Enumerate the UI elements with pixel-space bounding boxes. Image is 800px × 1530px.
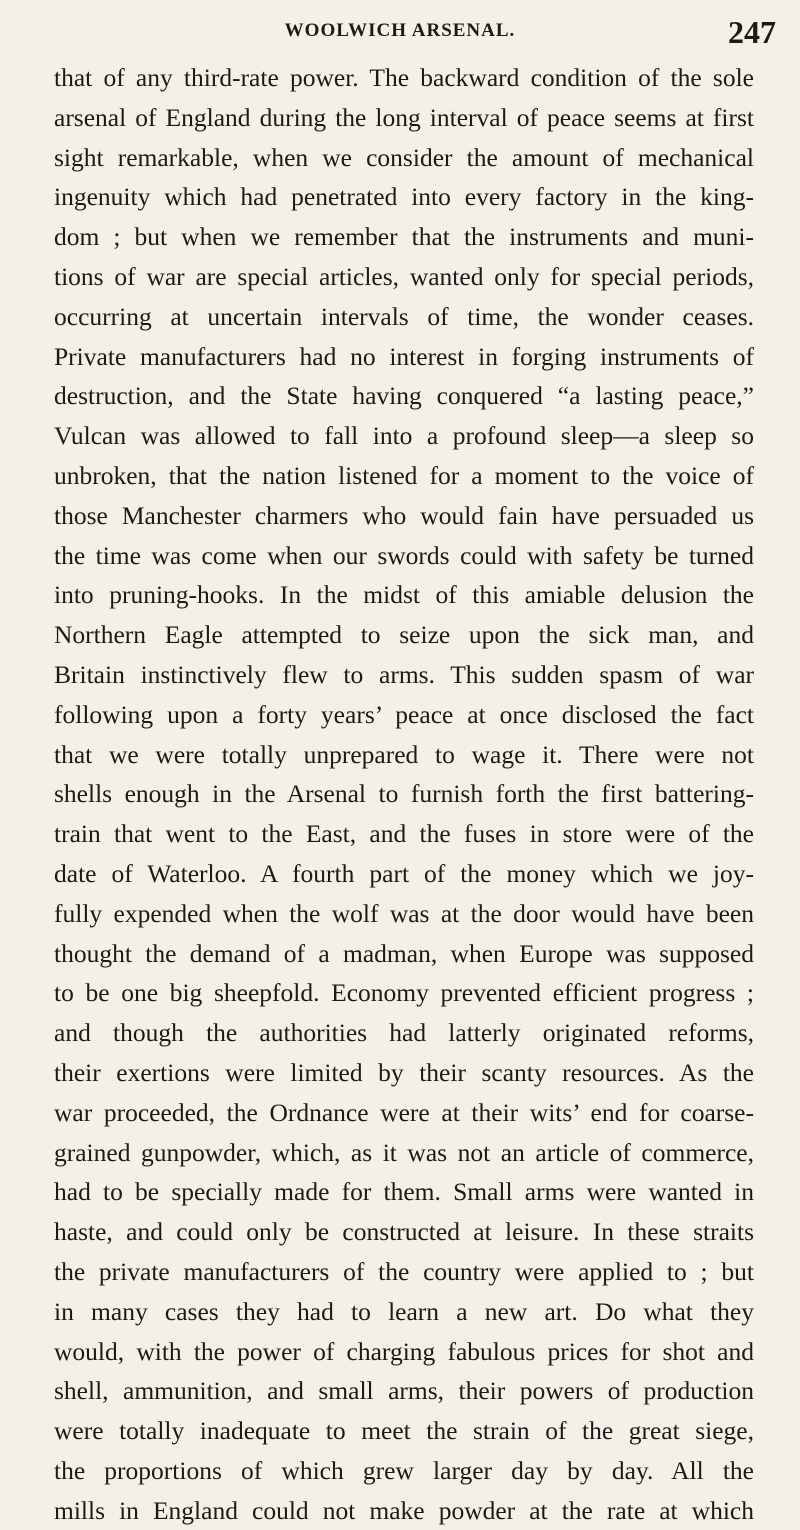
text-line: sight remarkable, when we consider the amount of mechanical [54, 142, 754, 172]
text-line: following upon a forty years’ peace at once disclosed the fact [54, 699, 754, 729]
text-line: occurring at uncertain intervals of time, the wonder ceases. [54, 301, 754, 331]
text-line: fully expended when the wolf was at the door would have been [54, 898, 754, 928]
running-title: WOOLWICH ARSENAL. [284, 20, 516, 41]
text-line: haste, and could only be constructed at leisure. In these straits [54, 1217, 754, 1247]
text-line: unbroken, that the nation listened for a moment to the voice of [54, 460, 754, 490]
text-line: in many cases they had to learn a new art. Do what they [54, 1296, 754, 1326]
text-line: the proportions of which grew larger day by day. All the [54, 1455, 754, 1485]
text-line: destruction, and the State having conquered “a lasting peace,” [54, 381, 754, 411]
body-text [54, 58, 754, 1530]
text-line: the private manufacturers of the country were applied to ; but [54, 1256, 754, 1286]
text-line: thought the demand of a madman, when Europe was supposed [54, 938, 754, 968]
text-line: shells enough in the Arsenal to furnish forth the first battering- [54, 779, 754, 809]
running-head [0, 14, 800, 54]
text-line: had to be specially made for them. Small arms were wanted in [54, 1177, 754, 1207]
text-line: that of any third-rate power. The backward condition of the sole [54, 63, 754, 92]
page-number: 247 [728, 14, 776, 50]
text-line: train that went to the East, and the fuses in store were of the [54, 819, 754, 849]
text-line: mills in England could not make powder at the rate at which [54, 1495, 754, 1525]
text-line: that we were totally unprepared to wage it. There were not [54, 739, 754, 769]
text-line: grained gunpowder, which, as it was not an article of commerce, [54, 1137, 754, 1167]
text-line: the time was come when our swords could with safety be turned [54, 540, 754, 570]
text-line: ingenuity which had penetrated into every factory in the king- [54, 182, 754, 212]
text-line: date of Waterloo. A fourth part of the money which we joy- [54, 858, 754, 888]
text-line: tions of war are special articles, wanted only for special periods, [54, 261, 754, 291]
text-line: Northern Eagle attempted to seize upon the sick man, and [54, 620, 754, 650]
text-line: dom ; but when we remember that the instruments and muni- [54, 222, 754, 252]
text-line: and though the authorities had latterly originated reforms, [54, 1018, 754, 1048]
text-line: to be one big sheepfold. Economy prevented efficient progress ; [54, 978, 754, 1008]
text-line: those Manchester charmers who would fain have persuaded us [54, 500, 754, 530]
text-line: into pruning-hooks. In the midst of this amiable delusion the [54, 580, 754, 610]
text-line: were totally inadequate to meet the strain of the great siege, [54, 1416, 754, 1446]
text-line: war proceeded, the Ordnance were at their wits’ end for coarse- [54, 1097, 754, 1127]
text-line: would, with the power of charging fabulous prices for shot and [54, 1336, 754, 1366]
text-line: Private manufacturers had no interest in forging instruments of [54, 341, 754, 371]
text-line: shell, ammunition, and small arms, their powers of production [54, 1376, 754, 1406]
text-line: Vulcan was allowed to fall into a profound sleep—a sleep so [54, 421, 754, 451]
text-line: their exertions were limited by their scanty resources. As the [54, 1057, 754, 1087]
text-line: arsenal of England during the long interval of peace seems at first [54, 102, 754, 132]
text-line: Britain instinctively flew to arms. This sudden spasm of war [54, 659, 754, 689]
